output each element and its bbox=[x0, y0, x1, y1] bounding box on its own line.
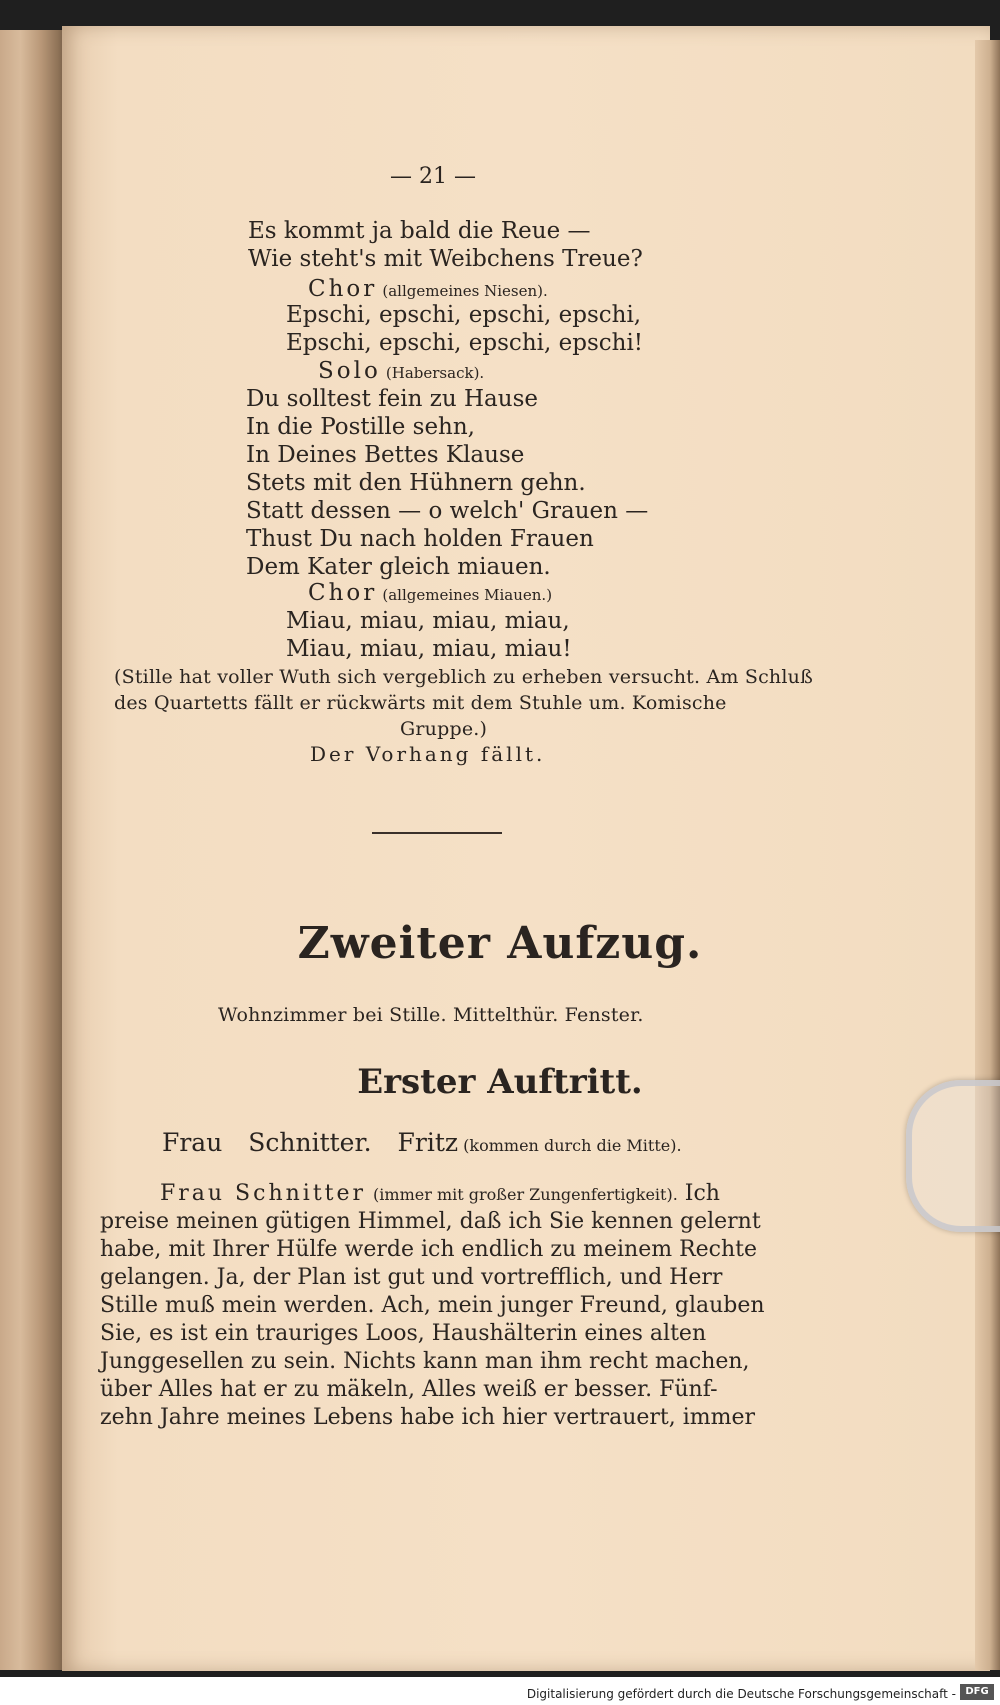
page-number: — 21 — bbox=[390, 164, 476, 189]
speech-line: habe, mit Ihrer Hülfe werde ich endlich zu meinem Rechte bbox=[100, 1237, 758, 1262]
speech-line: zehn Jahre meines Lebens habe ich hier vertrauert, immer bbox=[100, 1405, 756, 1430]
verse-line: Miau, miau, miau, miau, bbox=[286, 608, 570, 634]
stage-direction: (kommen durch die Mitte). bbox=[463, 1136, 682, 1155]
setting-line: Wohnzimmer bei Stille. Mittelthür. Fenster. bbox=[218, 1004, 644, 1026]
verse-line: Statt dessen — o welch' Grauen — bbox=[246, 498, 649, 524]
verse-line: Dem Kater gleich miauen. bbox=[246, 554, 551, 580]
right-page-edge bbox=[975, 40, 1000, 1670]
speech-line: Junggesellen zu sein. Nichts kann man ihm recht machen, bbox=[100, 1349, 750, 1374]
dfg-logo: DFG bbox=[960, 1684, 994, 1700]
speaker-name: Solo bbox=[318, 358, 381, 384]
speech-line: gelangen. Ja, der Plan ist gut und vortrefflich, und Herr bbox=[100, 1265, 723, 1290]
stage-direction: (Habersack). bbox=[385, 364, 485, 382]
speech-line: preise meinen gütigen Himmel, daß ich Sie kennen gelernt bbox=[100, 1209, 761, 1234]
chor-heading bbox=[308, 276, 548, 303]
curtain-direction: Der Vorhang fällt. bbox=[310, 742, 546, 766]
verse-line: Epschi, epschi, epschi, epschi, bbox=[286, 302, 642, 328]
funding-credit: Digitalisierung gefördert durch die Deutsche Forschungsgemeinschaft - bbox=[526, 1687, 956, 1701]
stage-direction: (immer mit großer Zungenfertigkeit). bbox=[373, 1185, 678, 1204]
speech-text: Ich bbox=[684, 1181, 720, 1206]
act-title: Zweiter Aufzug. bbox=[297, 918, 703, 969]
stage-direction: (allgemeines Niesen). bbox=[382, 282, 548, 300]
chor-heading bbox=[308, 580, 552, 607]
speech-line: über Alles hat er zu mäkeln, Alles weiß er besser. Fünf- bbox=[100, 1377, 718, 1402]
character-names: Frau Schnitter. Fritz bbox=[162, 1128, 459, 1157]
verse-line: In Deines Bettes Klause bbox=[246, 442, 525, 468]
left-page-edge bbox=[0, 30, 68, 1670]
paper-clip bbox=[906, 1080, 1000, 1232]
verse-line: Wie steht's mit Weibchens Treue? bbox=[248, 246, 643, 272]
scene-title: Erster Auftritt. bbox=[357, 1062, 643, 1102]
speech-line: Stille muß mein werden. Ach, mein junger Freund, glauben bbox=[100, 1293, 765, 1318]
stage-direction: (allgemeines Miauen.) bbox=[382, 586, 553, 604]
verse-line: Es kommt ja bald die Reue — bbox=[248, 218, 591, 244]
solo-heading bbox=[318, 358, 484, 385]
speech-line: Sie, es ist ein trauriges Loos, Haushälterin eines alten bbox=[100, 1321, 707, 1346]
speech-first-line bbox=[160, 1180, 720, 1209]
verse-line: Stets mit den Hühnern gehn. bbox=[246, 470, 586, 496]
stage-direction-line: Gruppe.) bbox=[400, 718, 488, 740]
verse-line: Miau, miau, miau, miau! bbox=[286, 636, 572, 662]
character-list bbox=[162, 1128, 682, 1157]
verse-line: In die Postille sehn, bbox=[246, 414, 475, 440]
speaker-name: Chor bbox=[308, 580, 378, 606]
verse-line: Epschi, epschi, epschi, epschi! bbox=[286, 330, 644, 356]
stage-direction-line: des Quartetts fällt er rückwärts mit dem Stuhle um. Komische bbox=[114, 692, 727, 714]
speaker-name: Frau Schnitter bbox=[160, 1181, 367, 1206]
verse-line: Du solltest fein zu Hause bbox=[246, 386, 538, 412]
verse-line: Thust Du nach holden Frauen bbox=[246, 526, 594, 552]
footer-bar bbox=[0, 1675, 1000, 1705]
section-divider bbox=[372, 832, 502, 834]
speaker-name: Chor bbox=[308, 276, 378, 302]
stage-direction-line: (Stille hat voller Wuth sich vergeblich zu erheben versucht. Am Schluß bbox=[114, 666, 813, 688]
